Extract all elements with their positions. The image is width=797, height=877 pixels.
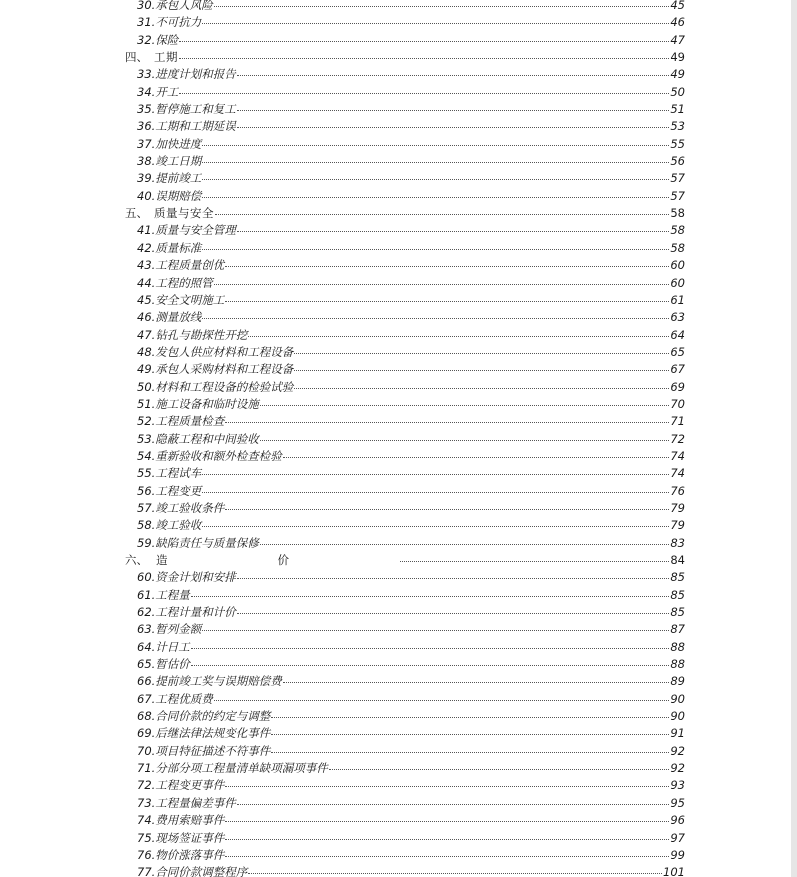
toc-entry[interactable]: [0, 32, 797, 49]
toc-entry[interactable]: [0, 587, 797, 604]
toc-page-number: 96: [670, 813, 685, 828]
toc-entry-number: 44.: [137, 275, 156, 290]
toc-entry[interactable]: [0, 84, 797, 101]
toc-dot-leader: [202, 492, 669, 493]
toc-dot-leader: [237, 127, 670, 128]
toc-entry-number: 41.: [137, 223, 156, 238]
toc-dot-leader: [237, 578, 670, 579]
toc-page-number: 61: [670, 292, 685, 307]
toc-entry-number: 46.: [137, 310, 156, 325]
toc-entry-number: 38.: [137, 154, 156, 169]
toc-page-number: 58: [670, 240, 685, 255]
toc-entry-title: 竣工验收: [155, 518, 202, 533]
toc-entry[interactable]: [0, 361, 797, 378]
toc-page-number: 79: [670, 500, 685, 515]
toc-page-number: 64: [670, 327, 685, 342]
toc-entry-title: 合同价款的约定与调整: [155, 709, 271, 724]
toc-entry[interactable]: [0, 14, 797, 31]
toc-entry[interactable]: [0, 864, 797, 877]
toc-page-number: 53: [670, 119, 685, 134]
toc-entry-title: 钻孔与勘探性开挖: [155, 327, 248, 342]
toc-entry-title: 工程试车: [155, 466, 202, 481]
toc-page-number: 95: [670, 795, 685, 810]
toc-entry-number: 33.: [137, 67, 156, 82]
toc-entry-number: 67.: [137, 691, 156, 706]
toc-entry-title: 工程计量和计价: [155, 605, 236, 620]
toc-entry[interactable]: [0, 344, 797, 361]
toc-dot-leader: [294, 370, 669, 371]
toc-entry-title: 资金计划和安排: [155, 570, 236, 585]
toc-entry-title: 造价: [156, 553, 399, 567]
toc-entry-number: 51.: [137, 396, 156, 411]
toc-entry-title: 提前竣工: [155, 171, 202, 186]
toc-entry-title: 质量标准: [155, 240, 202, 255]
toc-page-number: 60: [670, 275, 685, 290]
toc-entry-title: 承包人风险: [155, 0, 213, 12]
toc-entry-number: 52.: [137, 414, 156, 429]
toc-entry-title: 安全文明施工: [155, 292, 225, 307]
toc-dot-leader: [225, 821, 669, 822]
toc-page-number: 70: [670, 396, 685, 411]
toc-entry-number: 35.: [137, 102, 156, 117]
toc-dot-leader: [202, 23, 669, 24]
toc-entry[interactable]: [0, 604, 797, 621]
toc-entry[interactable]: [0, 517, 797, 534]
toc-entry-number: 48.: [137, 344, 156, 359]
toc-entry[interactable]: [0, 830, 797, 847]
toc-page-number: 84: [670, 553, 685, 567]
toc-entry-number: 49.: [137, 362, 156, 377]
toc-entry-title: 质量与安全管理: [155, 223, 236, 238]
toc-page-number: 50: [670, 84, 685, 99]
toc-page-number: 47: [670, 32, 685, 47]
toc-dot-leader: [248, 873, 662, 874]
toc-entry[interactable]: [0, 101, 797, 118]
toc-entry-number: 69.: [137, 726, 156, 741]
toc-dot-leader: [237, 110, 670, 111]
toc-entry[interactable]: [0, 309, 797, 326]
toc-entry[interactable]: [0, 413, 797, 430]
toc-dot-leader: [271, 752, 669, 753]
toc-page-number: 45: [670, 0, 685, 12]
toc-entry-title: 开工: [155, 84, 179, 99]
toc-page-number: 90: [670, 709, 685, 724]
toc-entry-number: 31.: [137, 15, 156, 30]
toc-entry-title: 工程质量创优: [155, 258, 225, 273]
toc-entry-title: 工程变更: [155, 483, 202, 498]
page-edge-shadow: [791, 0, 797, 877]
toc-page-number: 85: [670, 570, 685, 585]
toc-page-number: 85: [670, 605, 685, 620]
toc-entry-title: 加快进度: [155, 136, 202, 151]
toc-entry[interactable]: [0, 327, 797, 344]
toc-entry-number: 63.: [137, 622, 156, 637]
toc-entry-number: 34.: [137, 84, 156, 99]
toc-entry[interactable]: [0, 639, 797, 656]
toc-page-number: 90: [670, 691, 685, 706]
toc-entry-number: 66.: [137, 674, 156, 689]
toc-dot-leader: [271, 734, 669, 735]
toc-page-number: 88: [670, 657, 685, 672]
toc-page-number: 74: [670, 448, 685, 463]
toc-entry[interactable]: [0, 66, 797, 83]
toc-entry-number: 39.: [137, 171, 156, 186]
toc-entry[interactable]: [0, 708, 797, 725]
toc-entry-title: 后继法律法规变化事件: [155, 726, 271, 741]
toc-dot-leader: [202, 318, 669, 319]
toc-entry-title: 费用索赔事件: [155, 813, 225, 828]
toc-entry-title: 误期赔偿: [155, 188, 202, 203]
toc-entry-title: 工程质量检查: [155, 414, 225, 429]
toc-entry[interactable]: [0, 535, 797, 552]
toc-page-number: 57: [670, 171, 685, 186]
toc-entry-title: 工期和工期延误: [155, 119, 236, 134]
toc-page-number: 101: [663, 865, 685, 877]
toc-page-number: 67: [670, 362, 685, 377]
toc-dot-leader: [260, 544, 670, 545]
toc-entry-title: 施工设备和临时设施: [155, 396, 259, 411]
toc-page-number: 79: [670, 518, 685, 533]
toc-page-number: 92: [670, 743, 685, 758]
toc-page-number: 74: [670, 466, 685, 481]
toc-entry-title: 竣工验收条件: [155, 500, 225, 515]
toc-dot-leader: [214, 284, 670, 285]
toc-entry-number: 40.: [137, 188, 156, 203]
toc-entry-number: 五、: [125, 206, 148, 221]
toc-dot-leader: [329, 769, 670, 770]
toc-entry-number: 四、: [125, 50, 148, 65]
toc-section-heading[interactable]: [0, 552, 797, 569]
toc-dot-leader: [283, 682, 670, 683]
toc-dot-leader: [214, 6, 670, 7]
toc-entry-number: 65.: [137, 657, 156, 672]
toc-entry[interactable]: [0, 743, 797, 760]
toc-dot-leader: [214, 700, 670, 701]
toc-entry[interactable]: [0, 760, 797, 777]
toc-entry[interactable]: [0, 153, 797, 170]
toc-dot-leader: [202, 249, 669, 250]
toc-page-number: 91: [670, 726, 685, 741]
toc-entry-title: 提前竣工奖与误期赔偿费: [155, 674, 282, 689]
toc-entry-title: 工程变更事件: [155, 778, 225, 793]
toc-entry-number: 74.: [137, 813, 156, 828]
toc-entry-number: 76.: [137, 847, 156, 862]
toc-page-number: 60: [670, 258, 685, 273]
toc-entry-title: 承包人采购材料和工程设备: [155, 362, 294, 377]
toc-entry-title: 发包人供应材料和工程设备: [155, 344, 294, 359]
toc-page-number: 92: [670, 761, 685, 776]
toc-page-number: 69: [670, 379, 685, 394]
toc-entry-title: 现场签证事件: [155, 830, 225, 845]
toc-entry[interactable]: [0, 691, 797, 708]
toc-entry-title: 暂停施工和复工: [155, 102, 236, 117]
toc-entry-title: 暂估价: [155, 657, 190, 672]
toc-page-number: 58: [670, 206, 685, 221]
toc-entry-title: 测量放线: [155, 310, 202, 325]
toc-entry-number: 47.: [137, 327, 156, 342]
toc-entry-title: 计日工: [155, 639, 190, 654]
toc-page-number: 71: [670, 414, 685, 429]
toc-entry-number: 53.: [137, 431, 156, 446]
toc-entry-number: 75.: [137, 830, 156, 845]
toc-page-number: 89: [670, 674, 685, 689]
toc-entry-number: 57.: [137, 500, 156, 515]
toc-entry-title: 物价涨落事件: [155, 847, 225, 862]
toc-dot-leader: [294, 388, 669, 389]
toc-dot-leader: [283, 457, 670, 458]
toc-dot-leader: [202, 474, 669, 475]
toc-entry[interactable]: [0, 275, 797, 292]
toc-entry-number: 64.: [137, 639, 156, 654]
toc-entry-title: 材料和工程设备的检验试验: [155, 379, 294, 394]
toc-dot-leader: [400, 561, 669, 562]
toc-dot-leader: [225, 786, 669, 787]
toc-entry[interactable]: [0, 0, 797, 14]
toc-page-number: 88: [670, 639, 685, 654]
toc-page-number: 93: [670, 778, 685, 793]
toc-dot-leader: [237, 613, 670, 614]
toc-entry-number: 71.: [137, 761, 156, 776]
toc-entry-number: 54.: [137, 448, 156, 463]
toc-entry[interactable]: [0, 170, 797, 187]
toc-entry-title: 分部分项工程量清单缺项漏项事件: [155, 761, 328, 776]
toc-entry-number: 30.: [137, 0, 156, 12]
toc-entry-title: 不可抗力: [155, 15, 202, 30]
toc-entry-title: 暂列金额: [155, 622, 202, 637]
toc-entry-number: 56.: [137, 483, 156, 498]
toc-entry[interactable]: [0, 673, 797, 690]
toc-dot-leader: [225, 422, 669, 423]
toc-dot-leader: [225, 301, 669, 302]
toc-entry[interactable]: [0, 656, 797, 673]
toc-entry-number: 37.: [137, 136, 156, 151]
toc-page-number: 55: [670, 136, 685, 151]
toc-entry-title: 合同价款调整程序: [155, 865, 248, 877]
toc-entry-title: 工程量偏差事件: [155, 795, 236, 810]
toc-entry-number: 59.: [137, 535, 156, 550]
toc-entry-number: 45.: [137, 292, 156, 307]
toc-entry-number: 55.: [137, 466, 156, 481]
toc-dot-leader: [260, 440, 670, 441]
toc-entry-number: 61.: [137, 587, 156, 602]
toc-page-number: 58: [670, 223, 685, 238]
toc-page-number: 49: [670, 50, 685, 65]
toc-dot-leader: [191, 665, 670, 666]
toc-entry[interactable]: [0, 188, 797, 205]
toc-dot-leader: [294, 353, 669, 354]
toc-page-number: 85: [670, 587, 685, 602]
toc-entry[interactable]: [0, 777, 797, 794]
toc-entry-title: 工期: [154, 50, 178, 65]
toc-entry-number: 77.: [137, 865, 156, 877]
toc-page-number: 83: [670, 535, 685, 550]
toc-page-number: 63: [670, 310, 685, 325]
toc-page-number: 97: [670, 830, 685, 845]
toc-entry-number: 70.: [137, 743, 156, 758]
toc-entry-number: 43.: [137, 258, 156, 273]
toc-dot-leader: [202, 197, 669, 198]
toc-entry-title: 质量与安全: [154, 206, 214, 221]
toc-entry-number: 60.: [137, 570, 156, 585]
toc-entry[interactable]: [0, 136, 797, 153]
toc-dot-leader: [179, 58, 669, 59]
toc-entry[interactable]: [0, 257, 797, 274]
toc-entry[interactable]: [0, 795, 797, 812]
toc-dot-leader: [225, 839, 669, 840]
toc-page-number: 99: [670, 847, 685, 862]
toc-dot-leader: [237, 804, 670, 805]
toc-entry[interactable]: [0, 396, 797, 413]
toc-entry-number: 62.: [137, 605, 156, 620]
toc-entry[interactable]: [0, 448, 797, 465]
toc-dot-leader: [179, 93, 669, 94]
toc-dot-leader: [191, 596, 670, 597]
toc-dot-leader: [225, 856, 669, 857]
toc-dot-leader: [237, 231, 670, 232]
toc-page-number: 65: [670, 344, 685, 359]
toc-dot-leader: [202, 162, 669, 163]
toc-dot-leader: [248, 336, 669, 337]
toc-page-number: 87: [670, 622, 685, 637]
toc-entry-number: 42.: [137, 240, 156, 255]
toc-page-number: 49: [670, 67, 685, 82]
toc-dot-leader: [225, 266, 669, 267]
toc-dot-leader: [225, 509, 669, 510]
toc-entry-number: 36.: [137, 119, 156, 134]
toc-entry-number: 六、: [125, 553, 148, 567]
toc-page-number: 46: [670, 15, 685, 30]
toc-page-number: 57: [670, 188, 685, 203]
toc-entry-title: 工程优质费: [155, 691, 213, 706]
toc-dot-leader: [215, 214, 669, 215]
toc-entry[interactable]: [0, 240, 797, 257]
toc-entry[interactable]: [0, 118, 797, 135]
toc-page-number: 51: [670, 102, 685, 117]
toc-entry-number: 58.: [137, 518, 156, 533]
toc-entry-number: 72.: [137, 778, 156, 793]
toc-page-number: 56: [670, 154, 685, 169]
toc-entry[interactable]: [0, 621, 797, 638]
toc-entry[interactable]: [0, 500, 797, 517]
toc-entry[interactable]: [0, 465, 797, 482]
toc-section-heading[interactable]: [0, 205, 797, 222]
toc-entry[interactable]: [0, 569, 797, 586]
toc-dot-leader: [237, 75, 670, 76]
toc-entry-number: 32.: [137, 32, 156, 47]
toc-entry[interactable]: [0, 812, 797, 829]
toc-dot-leader: [191, 648, 670, 649]
toc-entry-title: 进度计划和报告: [155, 67, 236, 82]
toc-entry[interactable]: [0, 847, 797, 864]
toc-dot-leader: [202, 630, 669, 631]
toc-entry[interactable]: [0, 379, 797, 396]
toc-entry-title: 保险: [155, 32, 179, 47]
toc-entry[interactable]: [0, 725, 797, 742]
toc-dot-leader: [202, 179, 669, 180]
toc-page-number: 76: [670, 483, 685, 498]
toc-page-number: 72: [670, 431, 685, 446]
toc-entry-title: 工程量: [155, 587, 190, 602]
toc-entry-number: 50.: [137, 379, 156, 394]
toc-entry[interactable]: [0, 222, 797, 239]
toc-entry[interactable]: [0, 431, 797, 448]
toc-dot-leader: [202, 526, 669, 527]
toc-entry-number: 73.: [137, 795, 156, 810]
toc-section-heading[interactable]: [0, 49, 797, 66]
toc-entry-number: 68.: [137, 709, 156, 724]
toc-entry[interactable]: [0, 483, 797, 500]
toc-dot-leader: [260, 405, 670, 406]
toc-entry-title: 隐蔽工程和中间验收: [155, 431, 259, 446]
toc-dot-leader: [271, 717, 669, 718]
toc-entry-title: 缺陷责任与质量保修: [155, 535, 259, 550]
toc-entry-title: 竣工日期: [155, 154, 202, 169]
toc-entry-title: 重新验收和额外检查检验: [155, 448, 282, 463]
toc-entry-title: 工程的照管: [155, 275, 213, 290]
toc-dot-leader: [202, 145, 669, 146]
toc-entry[interactable]: [0, 292, 797, 309]
toc-entry-title: 项目特征描述不符事件: [155, 743, 271, 758]
toc-dot-leader: [179, 41, 669, 42]
